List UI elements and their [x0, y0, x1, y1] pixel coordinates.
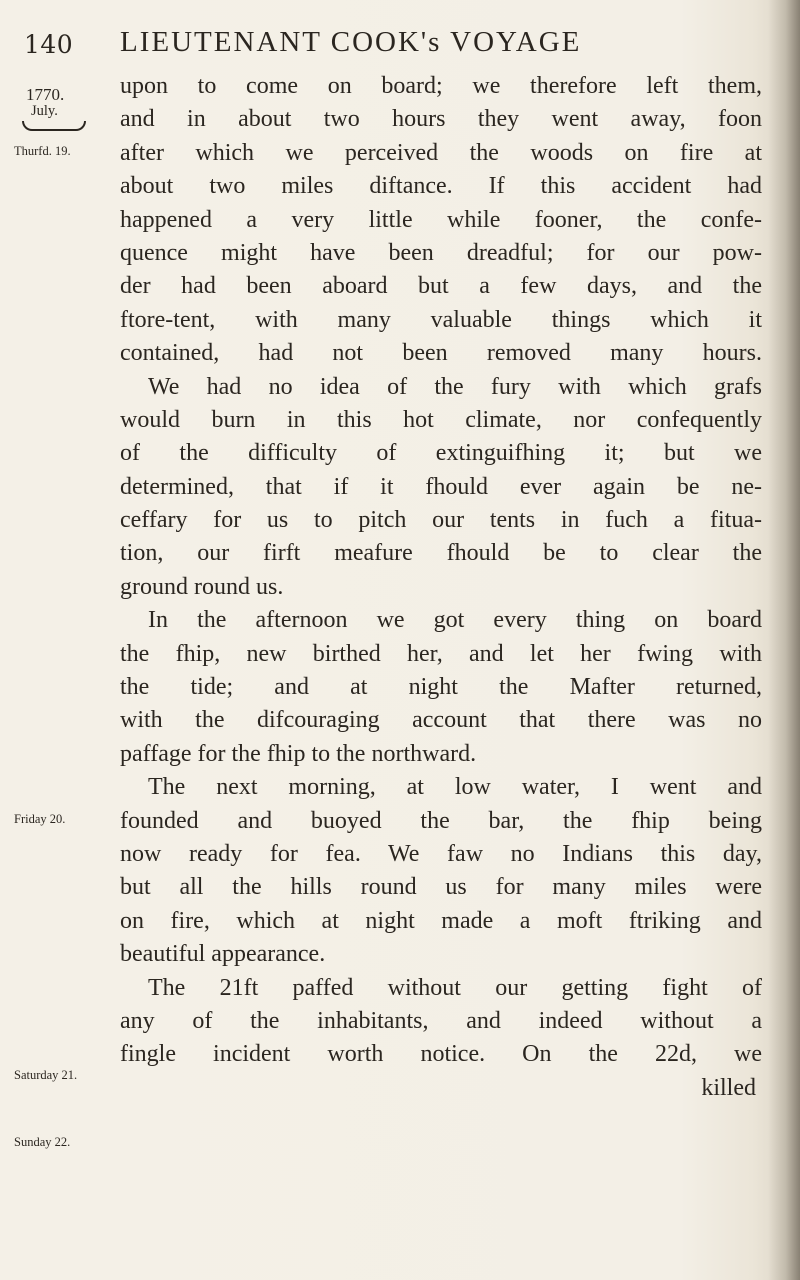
text-line: but all the hills round us for many miles were [120, 874, 762, 901]
text-line: tion, our firft meafure fhould be to clear the [120, 540, 762, 567]
text-line: In the afternoon we got every thing on board [148, 607, 762, 634]
text-line: contained, had not been removed many hours. [120, 340, 762, 367]
text-line: and in about two hours they went away, foon [120, 106, 762, 133]
body-text [120, 70, 762, 1105]
text-line: fingle incident worth notice. On the 22d, we [120, 1041, 762, 1068]
text-line: ground round us. [120, 573, 284, 600]
text-line: on fire, which at night made a moft ftriking and [120, 907, 762, 934]
text-line: quence might have been dreadful; for our pow- [120, 239, 762, 266]
running-head: LIEUTENANT COOK's VOYAGE [120, 26, 582, 58]
book-spine-shadow [768, 0, 800, 1280]
text-line: the tide; and at night the Mafter returned, [120, 674, 762, 701]
text-line: any of the inhabitants, and indeed without a [120, 1007, 762, 1034]
text-line: about two miles diftance. If this accident had [120, 173, 762, 200]
text-line: paffage for the fhip to the northward. [120, 740, 477, 767]
text-line: after which we perceived the woods on fire at [120, 139, 762, 166]
text-line: determined, that if it fhould ever again be ne- [120, 473, 762, 500]
margin-date-saturday: Saturday 21. [14, 1068, 78, 1082]
margin-date-sunday: Sunday 22. [14, 1135, 71, 1149]
text-line: ceffary for us to pitch our tents in fuch a fitua- [120, 507, 762, 534]
page-number: 140 [24, 30, 74, 59]
text-line: beautiful appearance. [120, 941, 326, 968]
page-header [24, 26, 764, 66]
text-line: We had no idea of the fury with which grafs [148, 373, 762, 400]
text-line: the fhip, new birthed her, and let her fwing with [120, 640, 762, 667]
margin-month: July. [31, 103, 58, 119]
margin-year: 1770. [26, 85, 65, 104]
margin-date-friday: Friday 20. [14, 812, 66, 826]
catchword: killed [701, 1074, 756, 1101]
text-line: founded and buoyed the bar, the fhip being [120, 807, 762, 834]
text-line: der had been aboard but a few days, and the [120, 273, 762, 300]
text-line: with the difcouraging account that there was no [120, 707, 762, 734]
text-line: happened a very little while fooner, the confe- [120, 206, 762, 233]
margin-date-thursday: Thurfd. 19. [14, 144, 71, 158]
text-line: The 21ft paffed without our getting fight of [148, 974, 762, 1001]
text-line: of the difficulty of extinguifhing it; but we [120, 440, 762, 467]
text-line: The next morning, at low water, I went and [148, 774, 762, 801]
text-line: would burn in this hot climate, nor confequently [120, 406, 762, 433]
text-line: ftore-tent, with many valuable things which it [120, 306, 762, 333]
text-line: now ready for fea. We faw no Indians this day, [120, 840, 762, 867]
text-line: upon to come on board; we therefore left them, [120, 73, 762, 99]
margin-bracket [22, 121, 86, 131]
